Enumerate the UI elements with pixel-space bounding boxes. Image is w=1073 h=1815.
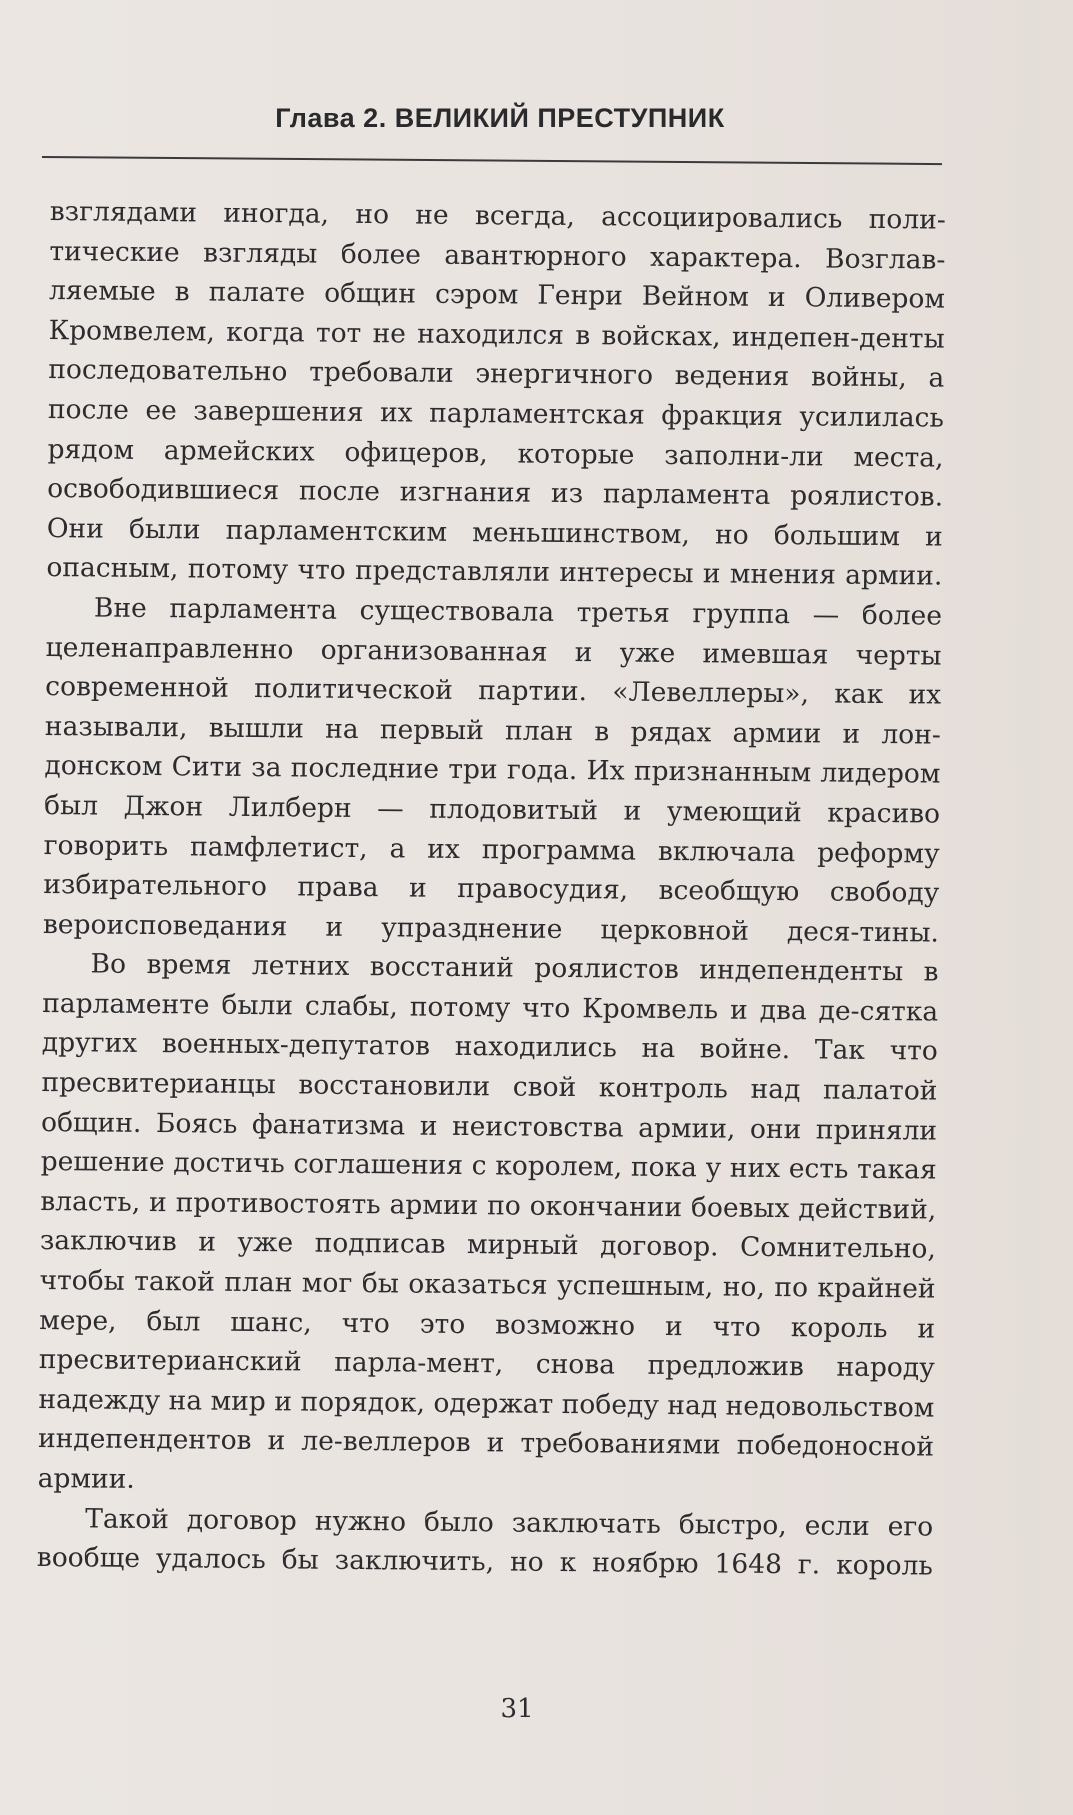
paragraph: Вне парламента существовала третья группа — более целенаправленно организованная и уже имевшая черты современной политической партии. «Левеллеры», как их называли, вышли на первый план в рядах армии и лон-донском Сити за последние три года. Их признанным лидером был Джон Лилберн — плодовитый и умеющий красиво говорить памфлетист, а их программа включала реформу избирательного права и правосудия, всеобщую свободу вероисповедания и упразднение церковной деся-тины. <box>42 592 943 949</box>
running-header: Глава 2. ВЕЛИКИЙ ПРЕСТУПНИК <box>275 103 725 133</box>
header-divider <box>42 156 942 165</box>
paragraph: Такой договор нужно было заключать быстро, если его вообще удалось бы заключить, но к ноябрю 1648 г. король <box>36 1502 934 1582</box>
paragraph: Во время летних восстаний роялистов индепенденты в парламенте были слабы, потому что Кромвель и два де-сятка других военных-депутатов находились на войне. Так что пресвитерианцы восстановили свой контроль над палатой общин. Боясь фанатизма и неистовства армии, они приняли решение достичь соглашения с королем, пока у них есть такая власть, и противостоять армии по окончании боевых действий, заключив и уже подписав мирный договор. Сомнительно, чтобы такой план мог бы оказаться успешным, но, по крайней мере, был шанс, что это возможно и что король и пресвитерианский парла-мент, снова предложив народу надежду на мир и порядок, одержат победу над недовольством индепендентов и ле-веллеров и требованиями победоносной армии. <box>37 948 939 1495</box>
page-number: 31 <box>500 1694 534 1724</box>
paragraph: взглядами иногда, но не всегда, ассоциировались поли-тические взгляды более авантюрного характера. Возглав-ляемые в палате общин сэром Генри Вейном и Оливером Кромвелем, когда тот не находился в войсках, индепен-денты последовательно требовали энергичного ведения войны, а после ее завершения их парламентская фракция усилилась рядом армейских офицеров, которые заполни-ли места, освободившиеся после изгнания из парламента роялистов. Они были парламентским меньшинством, но большим и опасным, потому что представляли интересы и мнения армии. <box>46 195 946 592</box>
page-body <box>37 192 946 1586</box>
